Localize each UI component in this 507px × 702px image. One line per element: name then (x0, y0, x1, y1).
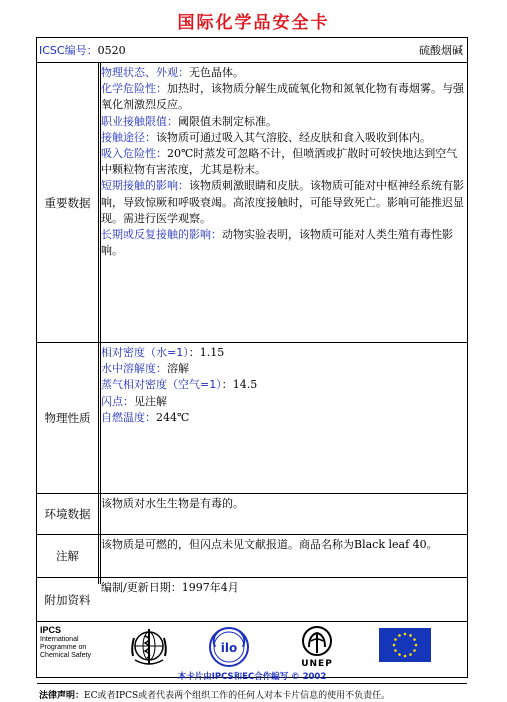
section-label-environment: 环境数据 (44, 507, 91, 521)
unep-label: UNEP (301, 659, 333, 669)
icsc-number-label: ICSC编号： (39, 44, 98, 57)
eu-star-icon (393, 644, 396, 647)
data-item-text: 阈限值未制定标准。 (178, 114, 277, 128)
data-item (101, 410, 465, 426)
eu-star-icon (394, 638, 397, 641)
credit-text: 本卡片由IPCS和EC合作编写 © 2002 (177, 672, 327, 682)
section-label-notes: 注解 (56, 549, 79, 563)
data-item-label: 接触途径： (101, 130, 156, 144)
card-title: 国际化学品安全卡 (177, 13, 330, 33)
eu-star-icon (413, 649, 416, 652)
data-item-text: 见注解 (134, 394, 167, 408)
data-item-text: 20℃时蒸发可忽略不计，但喷洒或扩散时可较快地达到空气中颗粒物有害浓度，尤其是粉末。 (101, 147, 458, 177)
section-label-physical: 物理性质 (44, 411, 91, 425)
data-item-label: 相对密度（水=1） (101, 346, 189, 359)
data-item-text: 动物实验表明，该物质可能对人类生殖有毒性影响。 (101, 228, 453, 258)
data-item-label: 物理状态、外观： (101, 66, 189, 79)
data-item (101, 114, 465, 130)
data-item-label: 闪点： (101, 394, 134, 408)
eu-star-icon (409, 634, 412, 637)
physical-properties-content (99, 343, 467, 493)
ipcs-line-1: International (40, 636, 79, 643)
data-item (101, 377, 465, 393)
eu-star-icon (409, 653, 412, 656)
data-item-text: 244℃ (156, 410, 190, 424)
data-item (101, 361, 465, 377)
icsc-number (39, 42, 126, 58)
data-item-text: 加热时，该物质分解生成硫氧化物和氮氧化物有毒烟雾。与强氧化剂激烈反应。 (101, 82, 464, 112)
data-item (101, 81, 465, 113)
ipcs-logo-text (40, 626, 91, 660)
important-data-content (99, 63, 467, 342)
eu-star-icon (415, 644, 418, 647)
icsc-number-value: 0520 (97, 44, 126, 57)
logos-row (37, 622, 467, 683)
data-item (101, 178, 465, 227)
data-item (101, 227, 465, 259)
environment-content: 该物质对水生生物是有毒的。 (101, 497, 244, 510)
section-label-additional: 附加资料 (44, 592, 91, 607)
eu-star-icon (394, 649, 397, 652)
ipcs-title: IPCS (40, 625, 62, 635)
who-logo-icon (127, 626, 171, 668)
eu-flag-icon (379, 628, 431, 662)
eu-star-icon (413, 638, 416, 641)
legal-text: EC或者IPCS或者代表两个组织工作的任何人对本卡片信息的使用不负责任。 (84, 691, 391, 701)
chemical-name: 硫酸烟碱 (419, 44, 463, 57)
data-item-text: 该物质刺激眼睛和皮肤。该物质可能对中枢神经系统有影响，导致惊厥和呼吸衰竭。高浓度接触时，可能导致死亡。影响可能推迟显现。需进行医学观察。 (101, 179, 464, 225)
icsc-card (36, 37, 468, 701)
ilo-logo-icon (207, 625, 251, 669)
data-item (101, 65, 465, 81)
legal-row (37, 684, 467, 702)
data-item-label: 短期接触的影响： (101, 179, 189, 193)
legal-statement (39, 688, 390, 701)
data-item-text: 该物质可通过吸入其气溶胶、经皮肤和食入吸收到体内。 (156, 130, 431, 144)
data-item (101, 146, 465, 178)
ipcs-line-2: Programme on (40, 644, 87, 651)
eu-star-icon (398, 634, 401, 637)
data-item-text: 溶解 (167, 362, 189, 376)
card-header (37, 38, 467, 62)
data-item (101, 394, 465, 410)
data-item-label: 自燃温度： (101, 410, 156, 424)
data-item-text: ：1.15 (188, 346, 225, 359)
unep-logo-icon (297, 625, 337, 659)
ipcs-line-3: Chemical Safety (40, 652, 91, 659)
data-item-label: 吸入危险性： (101, 147, 167, 161)
data-item (101, 345, 465, 361)
data-item-label: 化学危险性： (101, 82, 167, 96)
notes-content: 该物质是可燃的，但闪点未见文献报道。商品名称为Black leaf 40。 (101, 538, 438, 551)
data-item-label: 水中溶解度： (101, 362, 167, 376)
data-item-text: 无色晶体。 (189, 66, 244, 79)
section-label-important: 重要数据 (44, 195, 91, 210)
eu-star-icon (404, 655, 407, 658)
data-item-text: ：14.5 (221, 378, 258, 392)
data-item (101, 130, 465, 146)
eu-star-icon (398, 653, 401, 656)
legal-label: 法律声明： (39, 691, 85, 701)
data-item-label: 长期或反复接触的影响： (101, 228, 222, 242)
data-item-label: 蒸气相对密度（空气=1） (101, 378, 222, 392)
svg-text:ilo: ilo (220, 641, 238, 655)
data-item-label: 职业接触限值： (101, 114, 178, 128)
eu-star-icon (404, 633, 407, 636)
additional-content: 编制/更新日期：1997年4月 (101, 581, 239, 594)
